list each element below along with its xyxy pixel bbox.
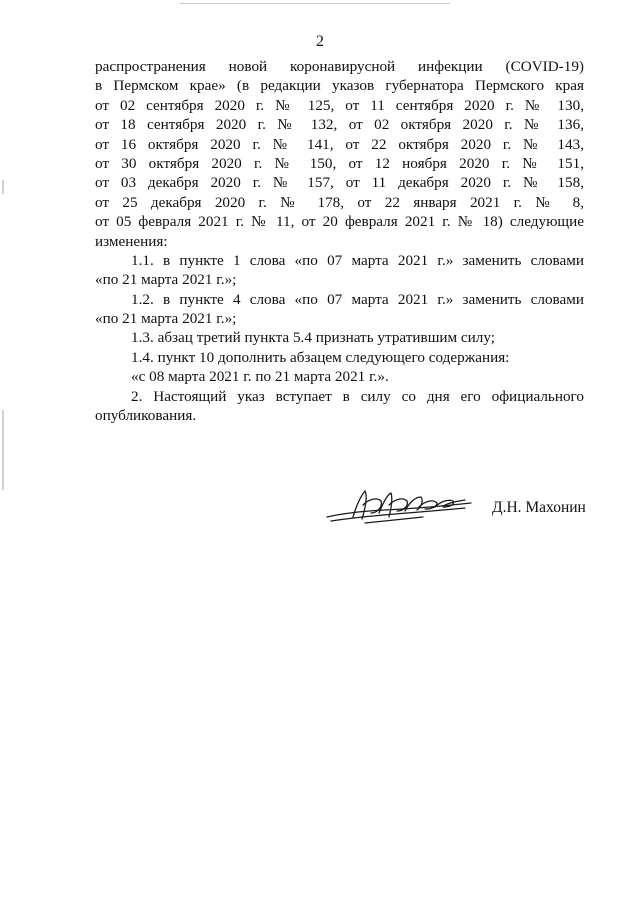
- signer-name: Д.Н. Махонин: [492, 499, 586, 516]
- document-body: [95, 57, 584, 425]
- text-line: в Пермском крае» (в редакции указов губернатора Пермского края: [95, 77, 584, 95]
- text-line: изменения:: [95, 232, 168, 250]
- text-line: 1.3. абзац третий пункта 5.4 признать утратившим силу;: [131, 329, 495, 347]
- scan-mark: [2, 410, 4, 490]
- text-line: опубликования.: [95, 407, 197, 425]
- scan-top-edge: [180, 3, 450, 4]
- text-line: «по 21 марта 2021 г.»;: [95, 271, 237, 289]
- text-line: от 30 октября 2020 г. № 150, от 12 ноября 2020 г. № 151,: [95, 154, 584, 172]
- text-line: «с 08 марта 2021 г. по 21 марта 2021 г.».: [131, 368, 389, 386]
- text-line: от 18 сентября 2020 г. № 132, от 02 октября 2020 г. № 136,: [95, 116, 584, 134]
- text-line: «по 21 марта 2021 г.»;: [95, 310, 237, 328]
- text-line: от 02 сентября 2020 г. № 125, от 11 сентября 2020 г. № 130,: [95, 96, 584, 114]
- text-line: от 25 декабря 2020 г. № 178, от 22 января 2021 г. № 8,: [95, 193, 584, 211]
- scan-mark: [2, 180, 4, 194]
- text-line: от 16 октября 2020 г. № 141, от 22 октября 2020 г. № 143,: [95, 135, 584, 153]
- text-line: 2. Настоящий указ вступает в силу со дня его официального: [131, 387, 584, 405]
- text-line: 1.4. пункт 10 дополнить абзацем следующего содержания:: [131, 348, 510, 366]
- text-line: 1.1. в пункте 1 слова «по 07 марта 2021 г.» заменить словами: [131, 251, 584, 269]
- page-number: 2: [316, 33, 324, 50]
- text-line: от 03 декабря 2020 г. № 157, от 11 декабря 2020 г. № 158,: [95, 174, 584, 192]
- text-line: 1.2. в пункте 4 слова «по 07 марта 2021 г.» заменить словами: [131, 290, 584, 308]
- text-line: распространения новой коронавирусной инфекции (COVID-19): [95, 58, 584, 75]
- signature: [325, 483, 475, 533]
- text-line: от 05 февраля 2021 г. № 11, от 20 февраля 2021 г. № 18) следующие: [95, 213, 584, 231]
